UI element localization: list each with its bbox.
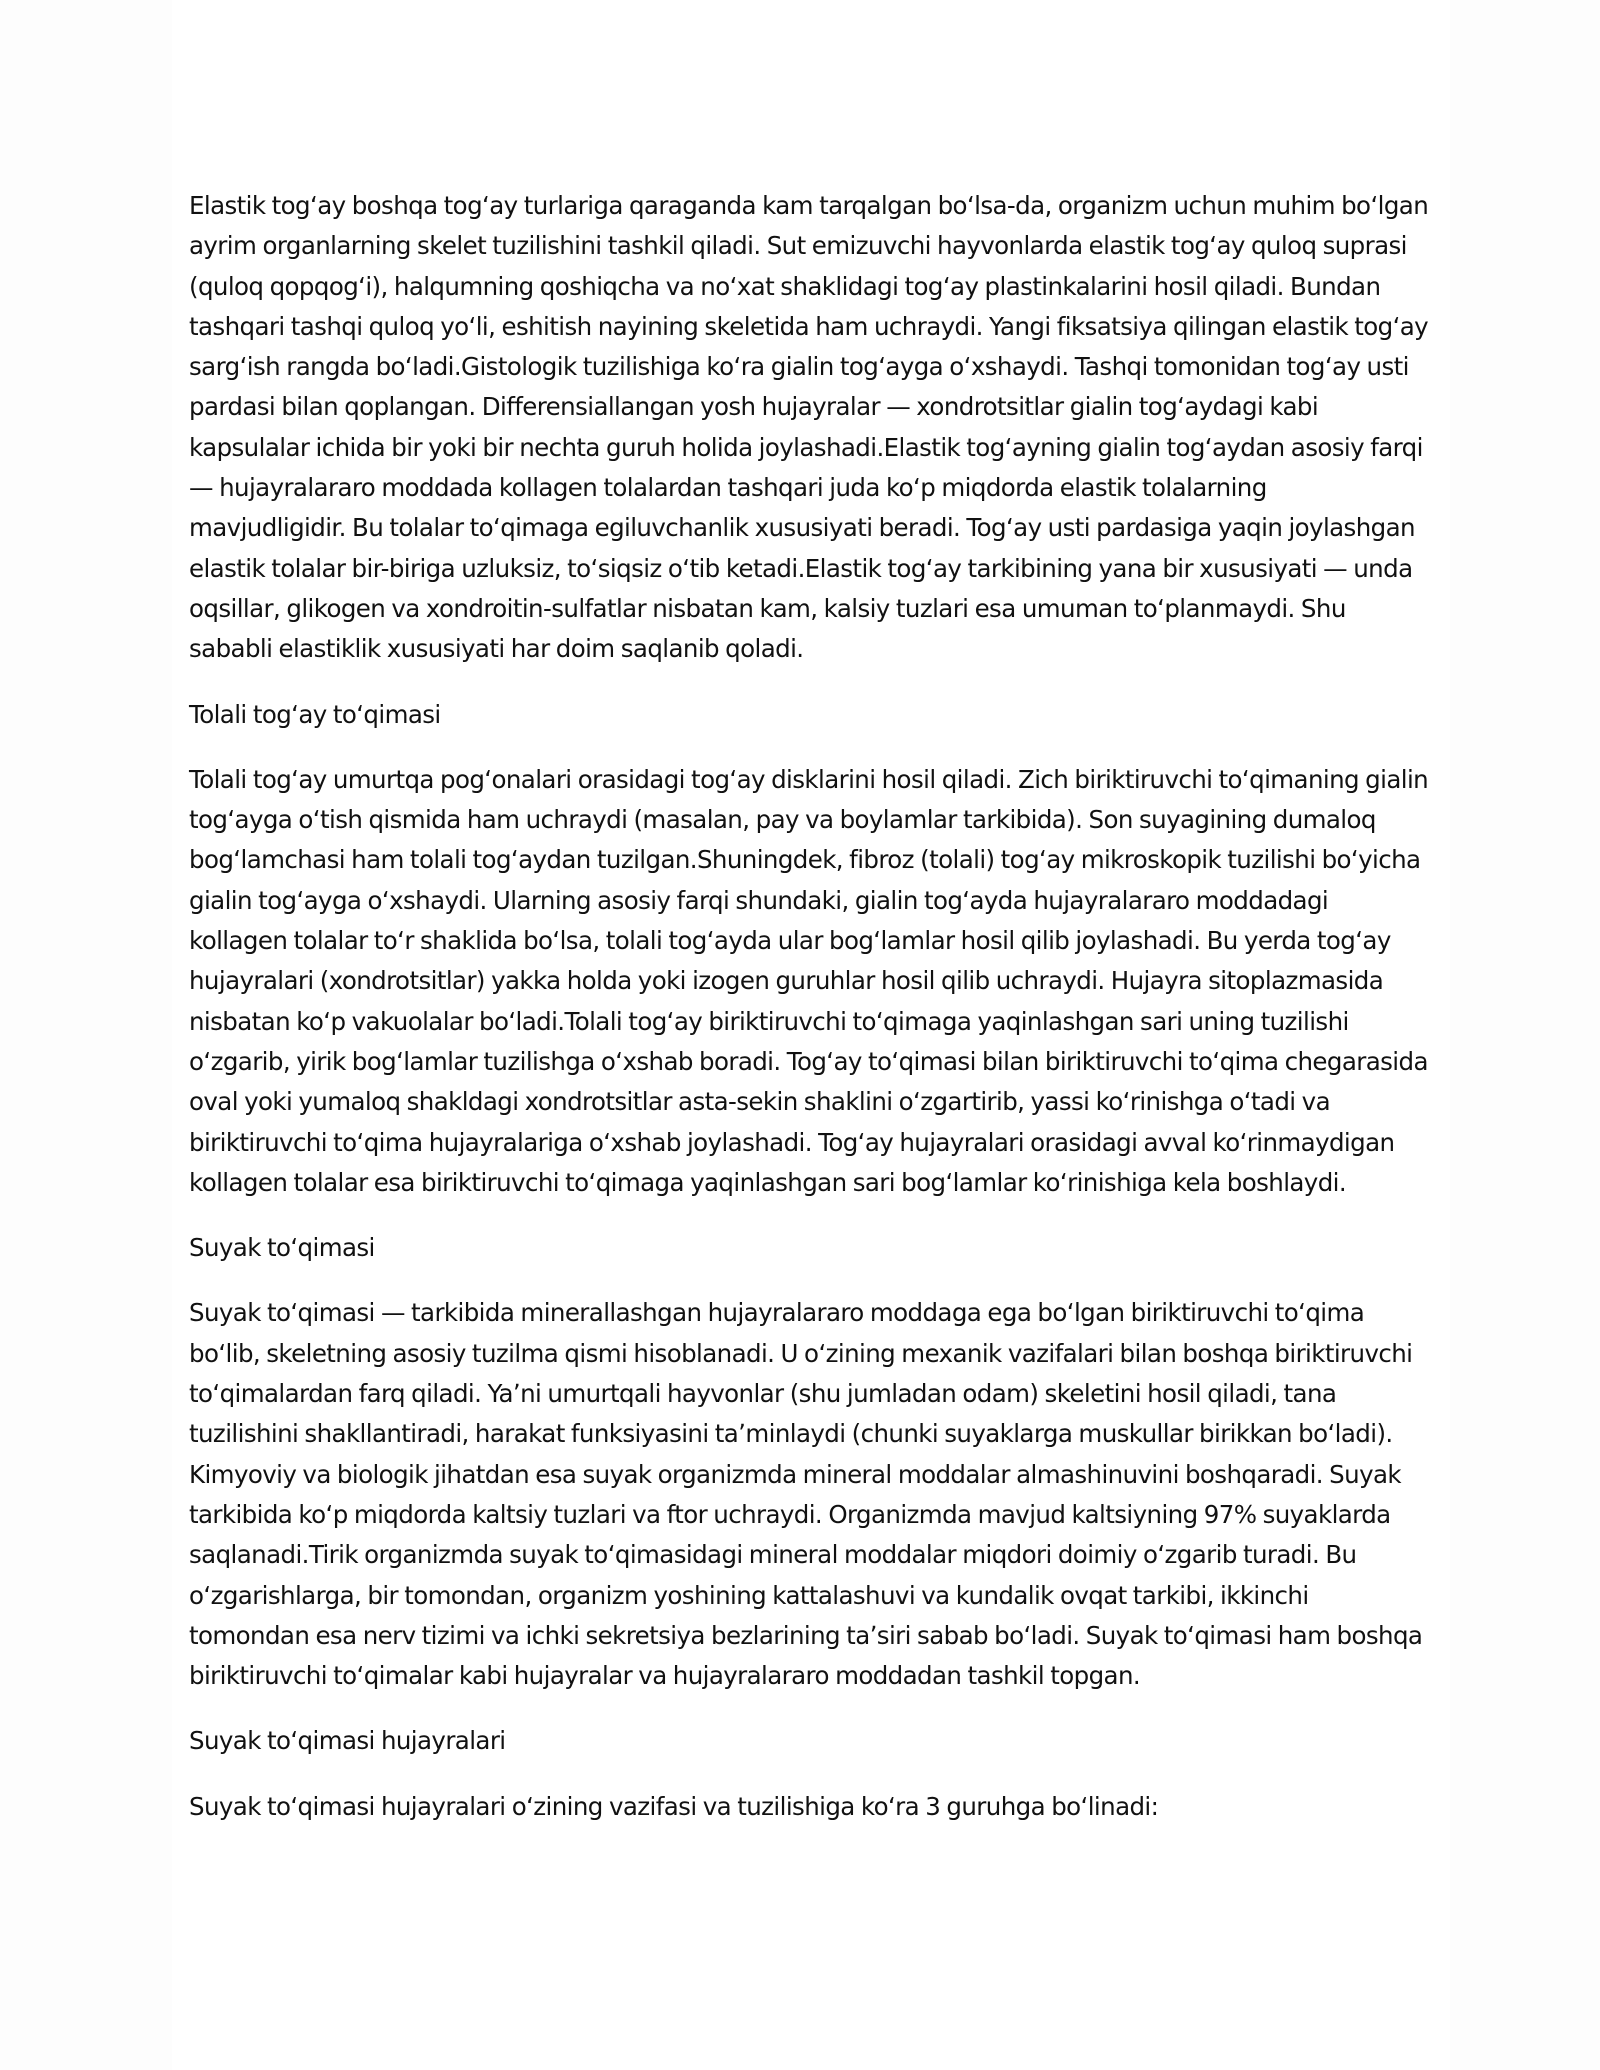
heading-fibrous-cartilage: Tolali togʻay toʻqimasi (189, 699, 441, 729)
page-margin-right (1450, 0, 1600, 2070)
document-body (189, 186, 1429, 1852)
paragraph-fibrous-cartilage: Tolali togʻay umurtqa pogʻonalari orasidagi togʻay disklarini hosil qiladi. Zich biriktiruvchi toʻqimaning gialin togʻayga oʻtish qismida ham uchraydi (masalan, pay va boylamlar tarkibida). Son suyagining dumaloq bogʻlamchasi ham tolali togʻaydan tuzilgan.Shuningdek, fibroz (tolali) togʻay mikroskopik tuzilishi boʻyicha gialin togʻayga oʻxshaydi. Ularning asosiy farqi shundaki, gialin togʻayda hujayralararo moddadagi kollagen tolalar toʻr shaklida boʻlsa, tolali togʻayda ular bogʻlamlar hosil qilib joylashadi. Bu yerda togʻay hujayralari (xondrotsitlar) yakka holda yoki izogen guruhlar hosil qilib uchraydi. Hujayra sitoplazmasida nisbatan koʻp vakuolalar boʻladi.Tolali togʻay biriktiruvchi toʻqimaga yaqinlashgan sari uning tuzilishi oʻzgarib, yirik bogʻlamlar tuzilishga oʻxshab boradi. Togʻay toʻqimasi bilan biriktiruvchi toʻqima chegarasida oval yoki yumaloq shakldagi xondrotsitlar asta-sekin shaklini oʻzgartirib, yassi koʻrinishga oʻtadi va biriktiruvchi toʻqima hujayralariga oʻxshab joylashadi. Togʻay hujayralari orasidagi avval koʻrinmaydigan kollagen tolalar esa biriktiruvchi toʻqimaga yaqinlashgan sari bogʻlamlar koʻrinishiga kela boshlaydi. (189, 764, 1429, 1197)
heading-bone-tissue: Suyak toʻqimasi (189, 1233, 375, 1263)
paragraph-elastic-cartilage: Elastik togʻay boshqa togʻay turlariga qaraganda kam tarqalgan boʻlsa-da, organizm uchun muhim boʻlgan ayrim organlarning skelet tuzilishini tashkil qiladi. Sut emizuvchi hayvonlarda elastik togʻay quloq suprasi (quloq qopqogʻi), halqumning qoshiqcha va noʻxat shaklidagi togʻay plastinkalarini hosil qiladi. Bundan tashqari tashqi quloq yoʻli, eshitish nayining skeletida ham uchraydi. Yangi fiksatsiya qilingan elastik togʻay sargʻish rangda boʻladi.Gistologik tuzilishiga koʻra gialin togʻayga oʻxshaydi. Tashqi tomonidan togʻay usti pardasi bilan qoplangan. Differensiallangan yosh hujayralar — xondrotsitlar gialin togʻaydagi kabi kapsulalar ichida bir yoki bir nechta guruh holida joylashadi.Elastik togʻayning gialin togʻaydan asosiy farqi — hujayralararo moddada kollagen tolalardan tashqari juda koʻp miqdorda elastik tolalarning mavjudligidir. Bu tolalar toʻqimaga egiluvchanlik xususiyati beradi. Togʻay usti pardasiga yaqin joylashgan elastik tolalar bir-biriga uzluksiz, toʻsiqsiz oʻtib ketadi.Elastik togʻay tarkibining yana bir xususiyati — unda oqsillar, glikogen va xondroitin-sulfatlar nisbatan kam, kalsiy tuzlari esa umuman toʻplanmaydi. Shu sababli elastiklik xususiyati har doim saqlanib qoladi. (189, 191, 1429, 664)
page-margin-left (0, 0, 172, 2070)
heading-bone-cells: Suyak toʻqimasi hujayralari (189, 1726, 506, 1756)
paragraph-bone-cells: Suyak toʻqimasi hujayralari oʻzining vazifasi va tuzilishiga koʻra 3 guruhga boʻlinadi: (189, 1791, 1159, 1821)
paragraph-bone-tissue: Suyak toʻqimasi — tarkibida minerallashgan hujayralararo moddaga ega boʻlgan biriktiruvchi toʻqima boʻlib, skeletning asosiy tuzilma qismi hisoblanadi. U oʻzining mexanik vazifalari bilan boshqa biriktiruvchi toʻqimalardan farq qiladi. Yaʼni umurtqali hayvonlar (shu jumladan odam) skeletini hosil qiladi, tana tuzilishini shakllantiradi, harakat funksiyasini taʼminlaydi (chunki suyaklarga muskullar birikkan boʻladi). Kimyoviy va biologik jihatdan esa suyak organizmda mineral moddalar almashinuvini boshqaradi. Suyak tarkibida koʻp miqdorda kaltsiy tuzlari va ftor uchraydi. Organizmda mavjud kaltsiyning 97% suyaklarda saqlanadi.Tirik organizmda suyak toʻqimasidagi mineral moddalar miqdori doimiy oʻzgarib turadi. Bu oʻzgarishlarga, bir tomondan, organizm yoshining kattalashuvi va kundalik ovqat tarkibi, ikkinchi tomondan esa nerv tizimi va ichki sekretsiya bezlarining taʼsiri sabab boʻladi. Suyak toʻqimasi ham boshqa biriktiruvchi toʻqimalar kabi hujayralar va hujayralararo moddadan tashkil topgan. (189, 1298, 1423, 1691)
